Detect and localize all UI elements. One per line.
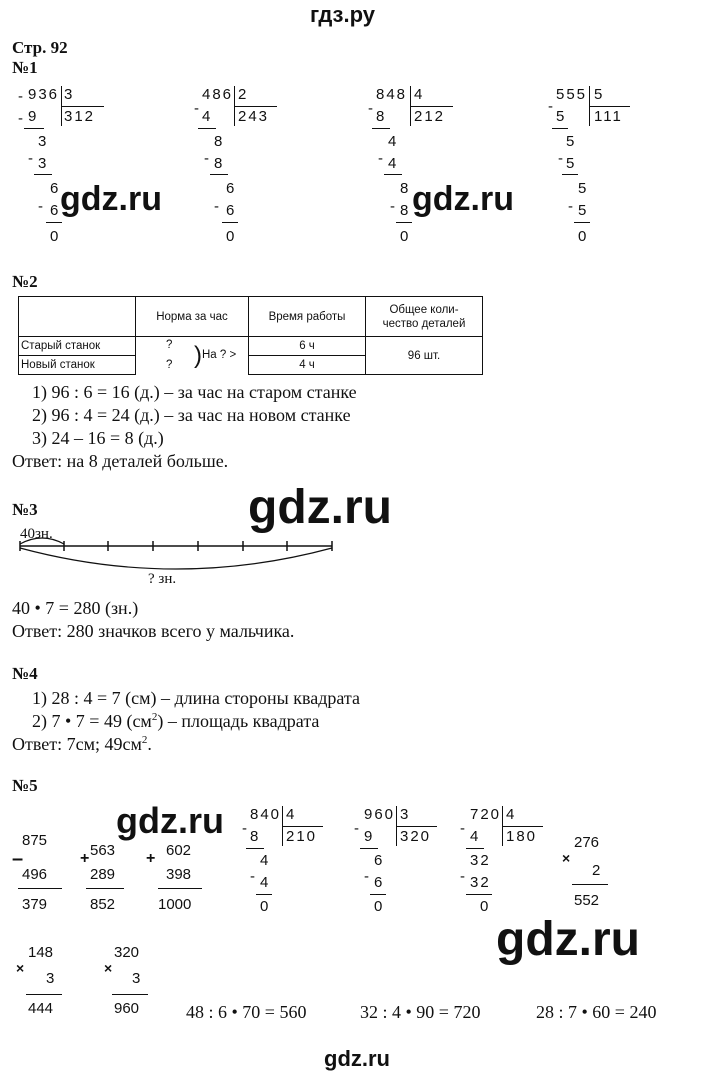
step: 32 [470, 852, 491, 869]
step: 4 [260, 874, 271, 891]
header-total: Общее коли- чество деталей [366, 297, 483, 337]
step: 8 [376, 108, 387, 125]
watermark: gdz.ru [116, 800, 224, 841]
step: 5 [566, 155, 577, 172]
step: 8 [400, 202, 411, 219]
step: 4 [260, 852, 271, 869]
solution-line: 3) 24 – 16 = 8 (д.) [32, 428, 164, 448]
step: 4 [202, 108, 213, 125]
result: 852 [90, 896, 116, 913]
solution-line: 1) 96 : 6 = 16 (д.) – за час на старом станке [32, 382, 357, 402]
divisor: 5 [594, 86, 605, 103]
operand: 3 [132, 970, 141, 987]
step: 6 [226, 202, 237, 219]
row-new-machine: Новый станок [19, 356, 136, 375]
total-label: ? зн. [148, 571, 177, 587]
operand: 3 [46, 970, 55, 987]
step: 0 [50, 228, 61, 245]
quotient: 320 [400, 828, 432, 845]
dividend: 936 [28, 86, 60, 103]
compare-label: На ? > [202, 349, 237, 361]
step: 3 [38, 155, 49, 172]
step: 6 [226, 180, 237, 197]
divisor: 4 [414, 86, 425, 103]
row-old-machine: Старый станок [19, 337, 136, 356]
answer: Ответ: на 8 деталей больше. [12, 451, 229, 471]
quotient: 180 [506, 828, 538, 845]
equation: 28 : 7 • 60 = 240 [536, 1002, 657, 1022]
solution-line: 2) 7 • 7 = 49 $(см^2)$ – площадь квадрата [32, 711, 320, 731]
time-old: 6 ч [249, 337, 366, 356]
calc: 40 • 7 = 280 (зн.) [12, 598, 139, 618]
step: 5 [578, 180, 589, 197]
operand: 276 [574, 834, 600, 851]
step: 4 [388, 133, 399, 150]
watermark: gdz.ru [412, 180, 514, 218]
page-label: Стр. 92 [12, 38, 68, 57]
step: 0 [480, 898, 491, 915]
step: 0 [578, 228, 589, 245]
answer: Ответ: 7см; $49см^2$. [12, 734, 152, 754]
watermark: gdz.ru [60, 180, 162, 218]
answer: Ответ: 280 значков всего у мальчика. [12, 621, 295, 641]
rate-table [18, 296, 483, 375]
watermark: gdz.ru [496, 913, 640, 966]
site-title[interactable]: гдз.ру [310, 2, 375, 27]
operand: 289 [90, 866, 116, 883]
divisor: 3 [400, 806, 411, 823]
step: 4 [470, 828, 481, 845]
quotient: 212 [414, 108, 446, 125]
quotient: 210 [286, 828, 318, 845]
step: 32 [470, 874, 491, 891]
result: 960 [114, 1000, 140, 1017]
quotient: 243 [238, 108, 270, 125]
step: 6 [50, 202, 61, 219]
step: 6 [374, 874, 385, 891]
equation: 48 : 6 • 70 = 560 [186, 1002, 307, 1022]
step: 8 [400, 180, 411, 197]
footer-watermark: gdz.ru [324, 1046, 390, 1071]
solution-line: 1) 28 : 4 = 7 (см) – длина стороны квадрата [32, 688, 361, 708]
dividend: 555 [556, 86, 588, 103]
dividend: 840 [250, 806, 282, 823]
dividend: 848 [376, 86, 408, 103]
header-time: Время работы [249, 297, 366, 337]
task1-label: №1 [12, 58, 38, 77]
step: 6 [374, 852, 385, 869]
step: 8 [214, 155, 225, 172]
divisor: 2 [238, 86, 249, 103]
divisor: 4 [286, 806, 297, 823]
task4-label: №4 [12, 664, 38, 683]
result: 379 [22, 896, 48, 913]
operand: 875 [22, 832, 48, 849]
quotient: 111 [594, 108, 623, 125]
operand: 320 [114, 944, 140, 961]
rate-cells: ? ? ) На ? > [136, 337, 249, 375]
step: 6 [50, 180, 61, 197]
operand: 2 [592, 862, 601, 879]
solution-line: 2) 96 : 4 = 24 (д.) – за час на новом станке [32, 405, 351, 425]
dividend: 960 [364, 806, 396, 823]
step: 0 [226, 228, 237, 245]
equation: 32 : 4 • 90 = 720 [360, 1002, 481, 1022]
watermark: gdz.ru [248, 481, 392, 534]
operand: 602 [166, 842, 192, 859]
header-rate: Норма за час [136, 297, 249, 337]
step: 8 [214, 133, 225, 150]
result: 444 [28, 1000, 54, 1017]
total-parts: 96 шт. [366, 337, 483, 375]
result: 1000 [158, 896, 192, 913]
step: 0 [374, 898, 385, 915]
result: 552 [574, 892, 600, 909]
divisor: 3 [64, 86, 75, 103]
operand: 148 [28, 944, 54, 961]
step: 0 [400, 228, 411, 245]
step: 0 [260, 898, 271, 915]
quotient: 312 [64, 108, 96, 125]
time-new: 4 ч [249, 356, 366, 375]
dividend: 720 [470, 806, 502, 823]
task3-label: №3 [12, 500, 38, 519]
task2-label: №2 [12, 272, 38, 291]
operand: 496 [22, 866, 48, 883]
step: 5 [578, 202, 589, 219]
operand: 398 [166, 866, 192, 883]
dividend: 486 [202, 86, 234, 103]
step: 3 [38, 133, 49, 150]
divisor: 4 [506, 806, 517, 823]
step: 4 [388, 155, 399, 172]
step: 9 [28, 108, 39, 125]
step: 5 [556, 108, 567, 125]
step: 9 [364, 828, 375, 845]
task5-label: №5 [12, 776, 38, 795]
segment-label: 40зн. [20, 526, 53, 542]
operand: 563 [90, 842, 116, 859]
step: 8 [250, 828, 261, 845]
step: 5 [566, 133, 577, 150]
